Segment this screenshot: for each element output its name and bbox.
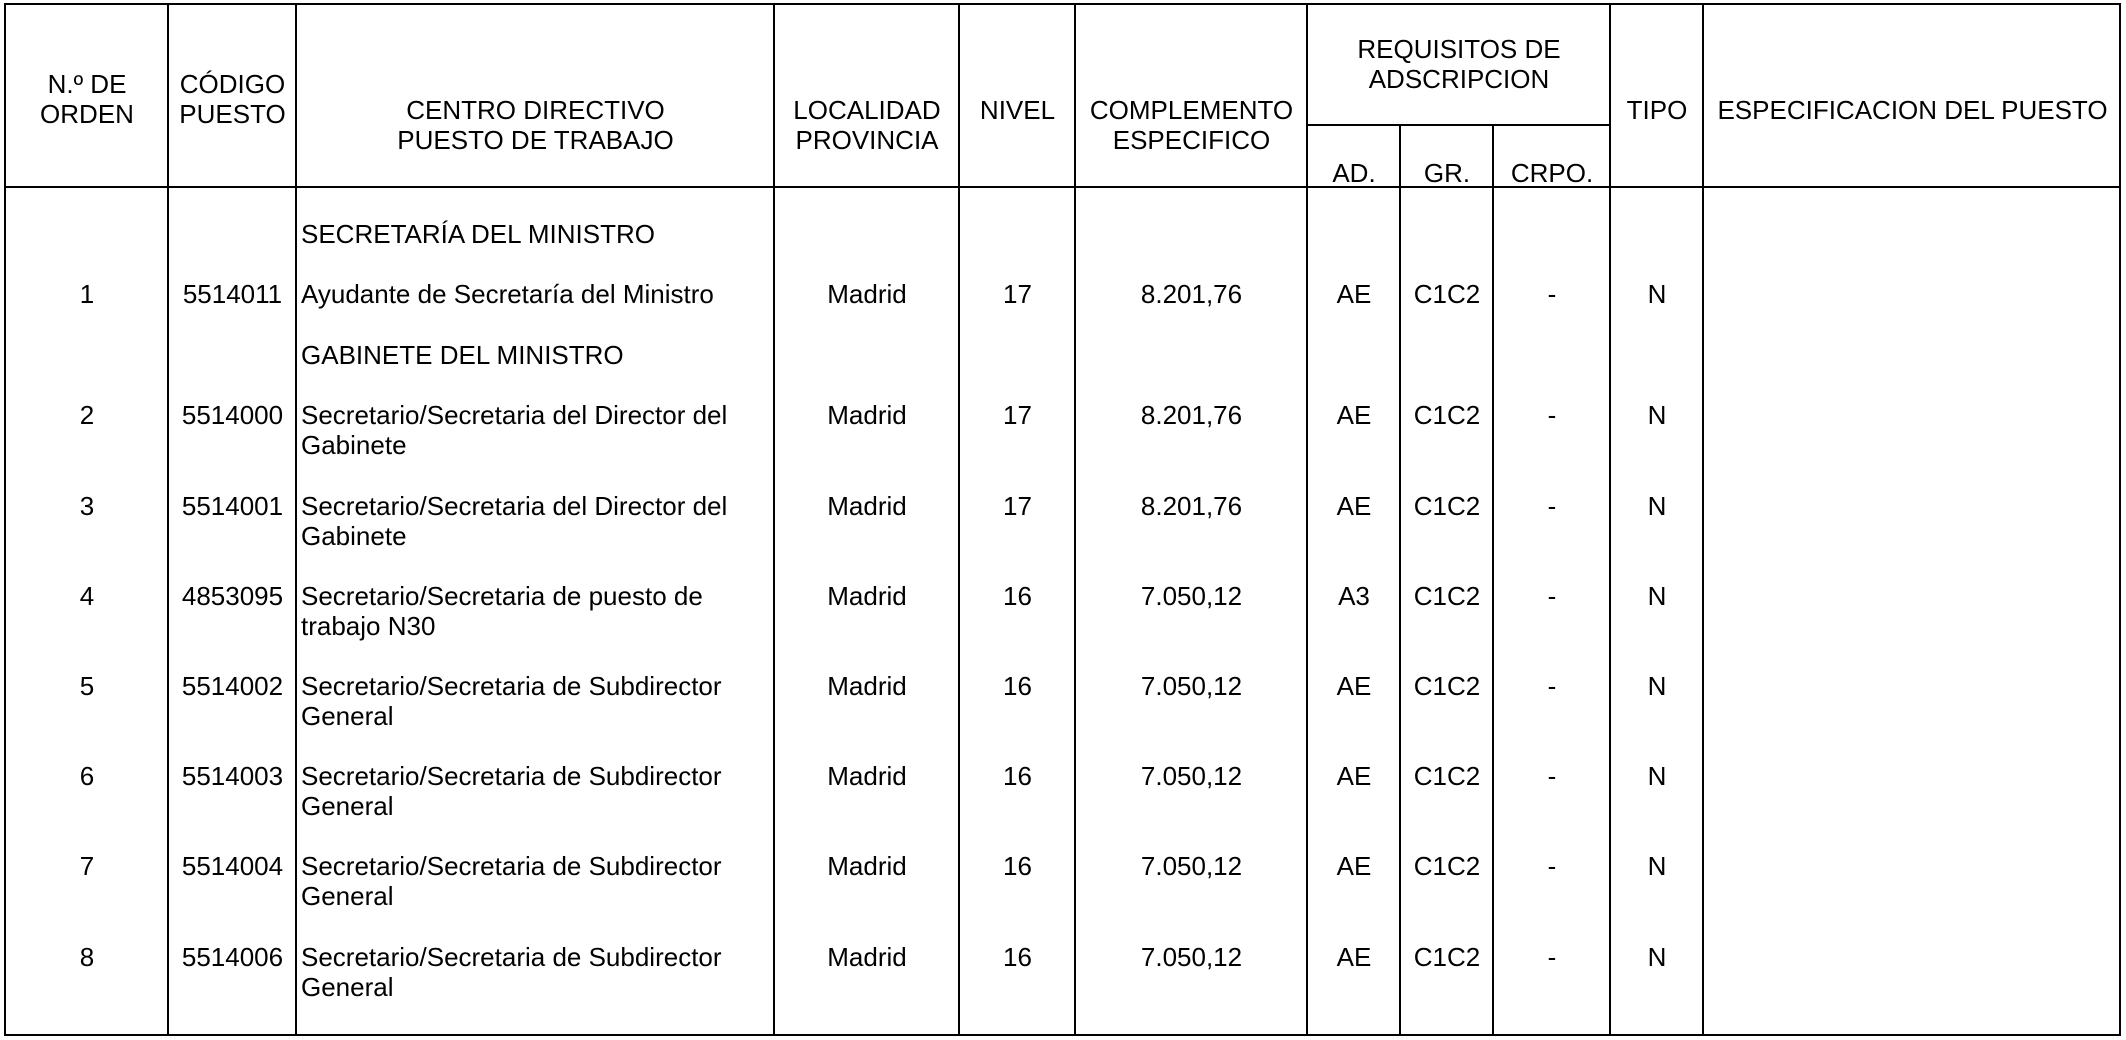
cell-gr: C1C2 bbox=[1413, 581, 1481, 611]
cell-localidad: Madrid bbox=[827, 279, 907, 309]
cell-puesto: Secretario/Secretaria de puesto de trabajo N30 bbox=[301, 581, 703, 641]
cell-nivel: 16 bbox=[1003, 671, 1032, 701]
cell-ad: AE bbox=[1336, 851, 1372, 881]
cell-localidad: Madrid bbox=[827, 942, 907, 972]
header-localidad: LOCALIDAD PROVINCIA bbox=[793, 95, 941, 155]
cell-puesto: Secretario/Secretaria de Subdirector General bbox=[301, 671, 722, 731]
header-orden: N.º DE ORDEN bbox=[40, 69, 134, 129]
cell-codigo: 5514006 bbox=[181, 942, 284, 972]
cell-orden: 6 bbox=[79, 761, 95, 791]
cell-complemento: 7.050,12 bbox=[1140, 851, 1243, 881]
header-especificacion: ESPECIFICACION DEL PUESTO bbox=[1717, 95, 2108, 125]
cell-nivel: 16 bbox=[1003, 942, 1032, 972]
header-complemento: COMPLEMENTO ESPECIFICO bbox=[1089, 95, 1294, 155]
cell-ad: AE bbox=[1336, 671, 1372, 701]
cell-crpo: - bbox=[1547, 400, 1557, 430]
cell-gr: C1C2 bbox=[1413, 761, 1481, 791]
cell-crpo: - bbox=[1547, 942, 1557, 972]
cell-codigo: 5514002 bbox=[181, 671, 284, 701]
section-title: GABINETE DEL MINISTRO bbox=[301, 340, 624, 370]
cell-puesto: Secretario/Secretaria de Subdirector General bbox=[301, 942, 722, 1002]
cell-nivel: 16 bbox=[1003, 851, 1032, 881]
cell-crpo: - bbox=[1547, 761, 1557, 791]
cell-complemento: 7.050,12 bbox=[1140, 581, 1243, 611]
cell-codigo: 4853095 bbox=[181, 581, 284, 611]
cell-complemento: 7.050,12 bbox=[1140, 671, 1243, 701]
header-codigo: CÓDIGO PUESTO bbox=[179, 69, 286, 129]
cell-complemento: 8.201,76 bbox=[1140, 491, 1243, 521]
cell-codigo: 5514004 bbox=[181, 851, 284, 881]
header-nivel: NIVEL bbox=[979, 95, 1056, 125]
cell-localidad: Madrid bbox=[827, 671, 907, 701]
cell-tipo: N bbox=[1647, 671, 1667, 701]
cell-tipo: N bbox=[1647, 491, 1667, 521]
cell-nivel: 16 bbox=[1003, 581, 1032, 611]
cell-orden: 4 bbox=[79, 581, 95, 611]
cell-ad: AE bbox=[1336, 400, 1372, 430]
cell-gr: C1C2 bbox=[1413, 400, 1481, 430]
header-ad: AD. bbox=[1332, 158, 1376, 188]
positions-table bbox=[4, 3, 2121, 1036]
cell-tipo: N bbox=[1647, 761, 1667, 791]
cell-codigo: 5514003 bbox=[181, 761, 284, 791]
cell-codigo: 5514011 bbox=[182, 279, 283, 309]
cell-tipo: N bbox=[1647, 581, 1667, 611]
cell-puesto: Ayudante de Secretaría del Ministro bbox=[301, 279, 714, 309]
cell-complemento: 8.201,76 bbox=[1140, 400, 1243, 430]
cell-crpo: - bbox=[1547, 851, 1557, 881]
cell-localidad: Madrid bbox=[827, 491, 907, 521]
cell-tipo: N bbox=[1647, 279, 1667, 309]
cell-ad: A3 bbox=[1338, 581, 1370, 611]
cell-orden: 8 bbox=[79, 942, 95, 972]
cell-gr: C1C2 bbox=[1413, 279, 1481, 309]
cell-crpo: - bbox=[1547, 491, 1557, 521]
header-tipo: TIPO bbox=[1626, 95, 1688, 125]
cell-crpo: - bbox=[1547, 581, 1557, 611]
cell-nivel: 16 bbox=[1003, 761, 1032, 791]
cell-ad: AE bbox=[1336, 279, 1372, 309]
section-title: SECRETARÍA DEL MINISTRO bbox=[301, 219, 655, 249]
cell-gr: C1C2 bbox=[1413, 851, 1481, 881]
header-crpo: CRPO. bbox=[1510, 158, 1594, 188]
cell-localidad: Madrid bbox=[827, 851, 907, 881]
cell-complemento: 7.050,12 bbox=[1140, 942, 1243, 972]
cell-complemento: 8.201,76 bbox=[1140, 279, 1243, 309]
cell-localidad: Madrid bbox=[827, 400, 907, 430]
cell-localidad: Madrid bbox=[827, 581, 907, 611]
cell-crpo: - bbox=[1547, 279, 1557, 309]
cell-puesto: Secretario/Secretaria de Subdirector General bbox=[301, 851, 722, 911]
cell-crpo: - bbox=[1547, 671, 1557, 701]
cell-gr: C1C2 bbox=[1413, 942, 1481, 972]
header-requisitos: REQUISITOS DE ADSCRIPCION bbox=[1357, 34, 1561, 94]
cell-nivel: 17 bbox=[1003, 279, 1032, 309]
cell-localidad: Madrid bbox=[827, 761, 907, 791]
cell-orden: 3 bbox=[79, 491, 95, 521]
cell-puesto: Secretario/Secretaria del Director del Gabinete bbox=[301, 400, 728, 460]
cell-ad: AE bbox=[1336, 491, 1372, 521]
cell-gr: C1C2 bbox=[1413, 671, 1481, 701]
cell-orden: 1 bbox=[79, 279, 95, 309]
header-gr: GR. bbox=[1423, 158, 1471, 188]
cell-gr: C1C2 bbox=[1413, 491, 1481, 521]
cell-nivel: 17 bbox=[1003, 491, 1032, 521]
cell-codigo: 5514000 bbox=[181, 400, 284, 430]
cell-puesto: Secretario/Secretaria del Director del Gabinete bbox=[301, 491, 728, 551]
cell-codigo: 5514001 bbox=[181, 491, 284, 521]
cell-orden: 7 bbox=[79, 851, 95, 881]
cell-tipo: N bbox=[1647, 851, 1667, 881]
header-centro: CENTRO DIRECTIVO PUESTO DE TRABAJO bbox=[397, 95, 674, 155]
cell-orden: 2 bbox=[79, 400, 95, 430]
cell-tipo: N bbox=[1647, 400, 1667, 430]
cell-ad: AE bbox=[1336, 942, 1372, 972]
cell-nivel: 17 bbox=[1003, 400, 1032, 430]
cell-ad: AE bbox=[1336, 761, 1372, 791]
cell-orden: 5 bbox=[79, 671, 95, 701]
cell-puesto: Secretario/Secretaria de Subdirector General bbox=[301, 761, 722, 821]
cell-tipo: N bbox=[1647, 942, 1667, 972]
cell-complemento: 7.050,12 bbox=[1140, 761, 1243, 791]
